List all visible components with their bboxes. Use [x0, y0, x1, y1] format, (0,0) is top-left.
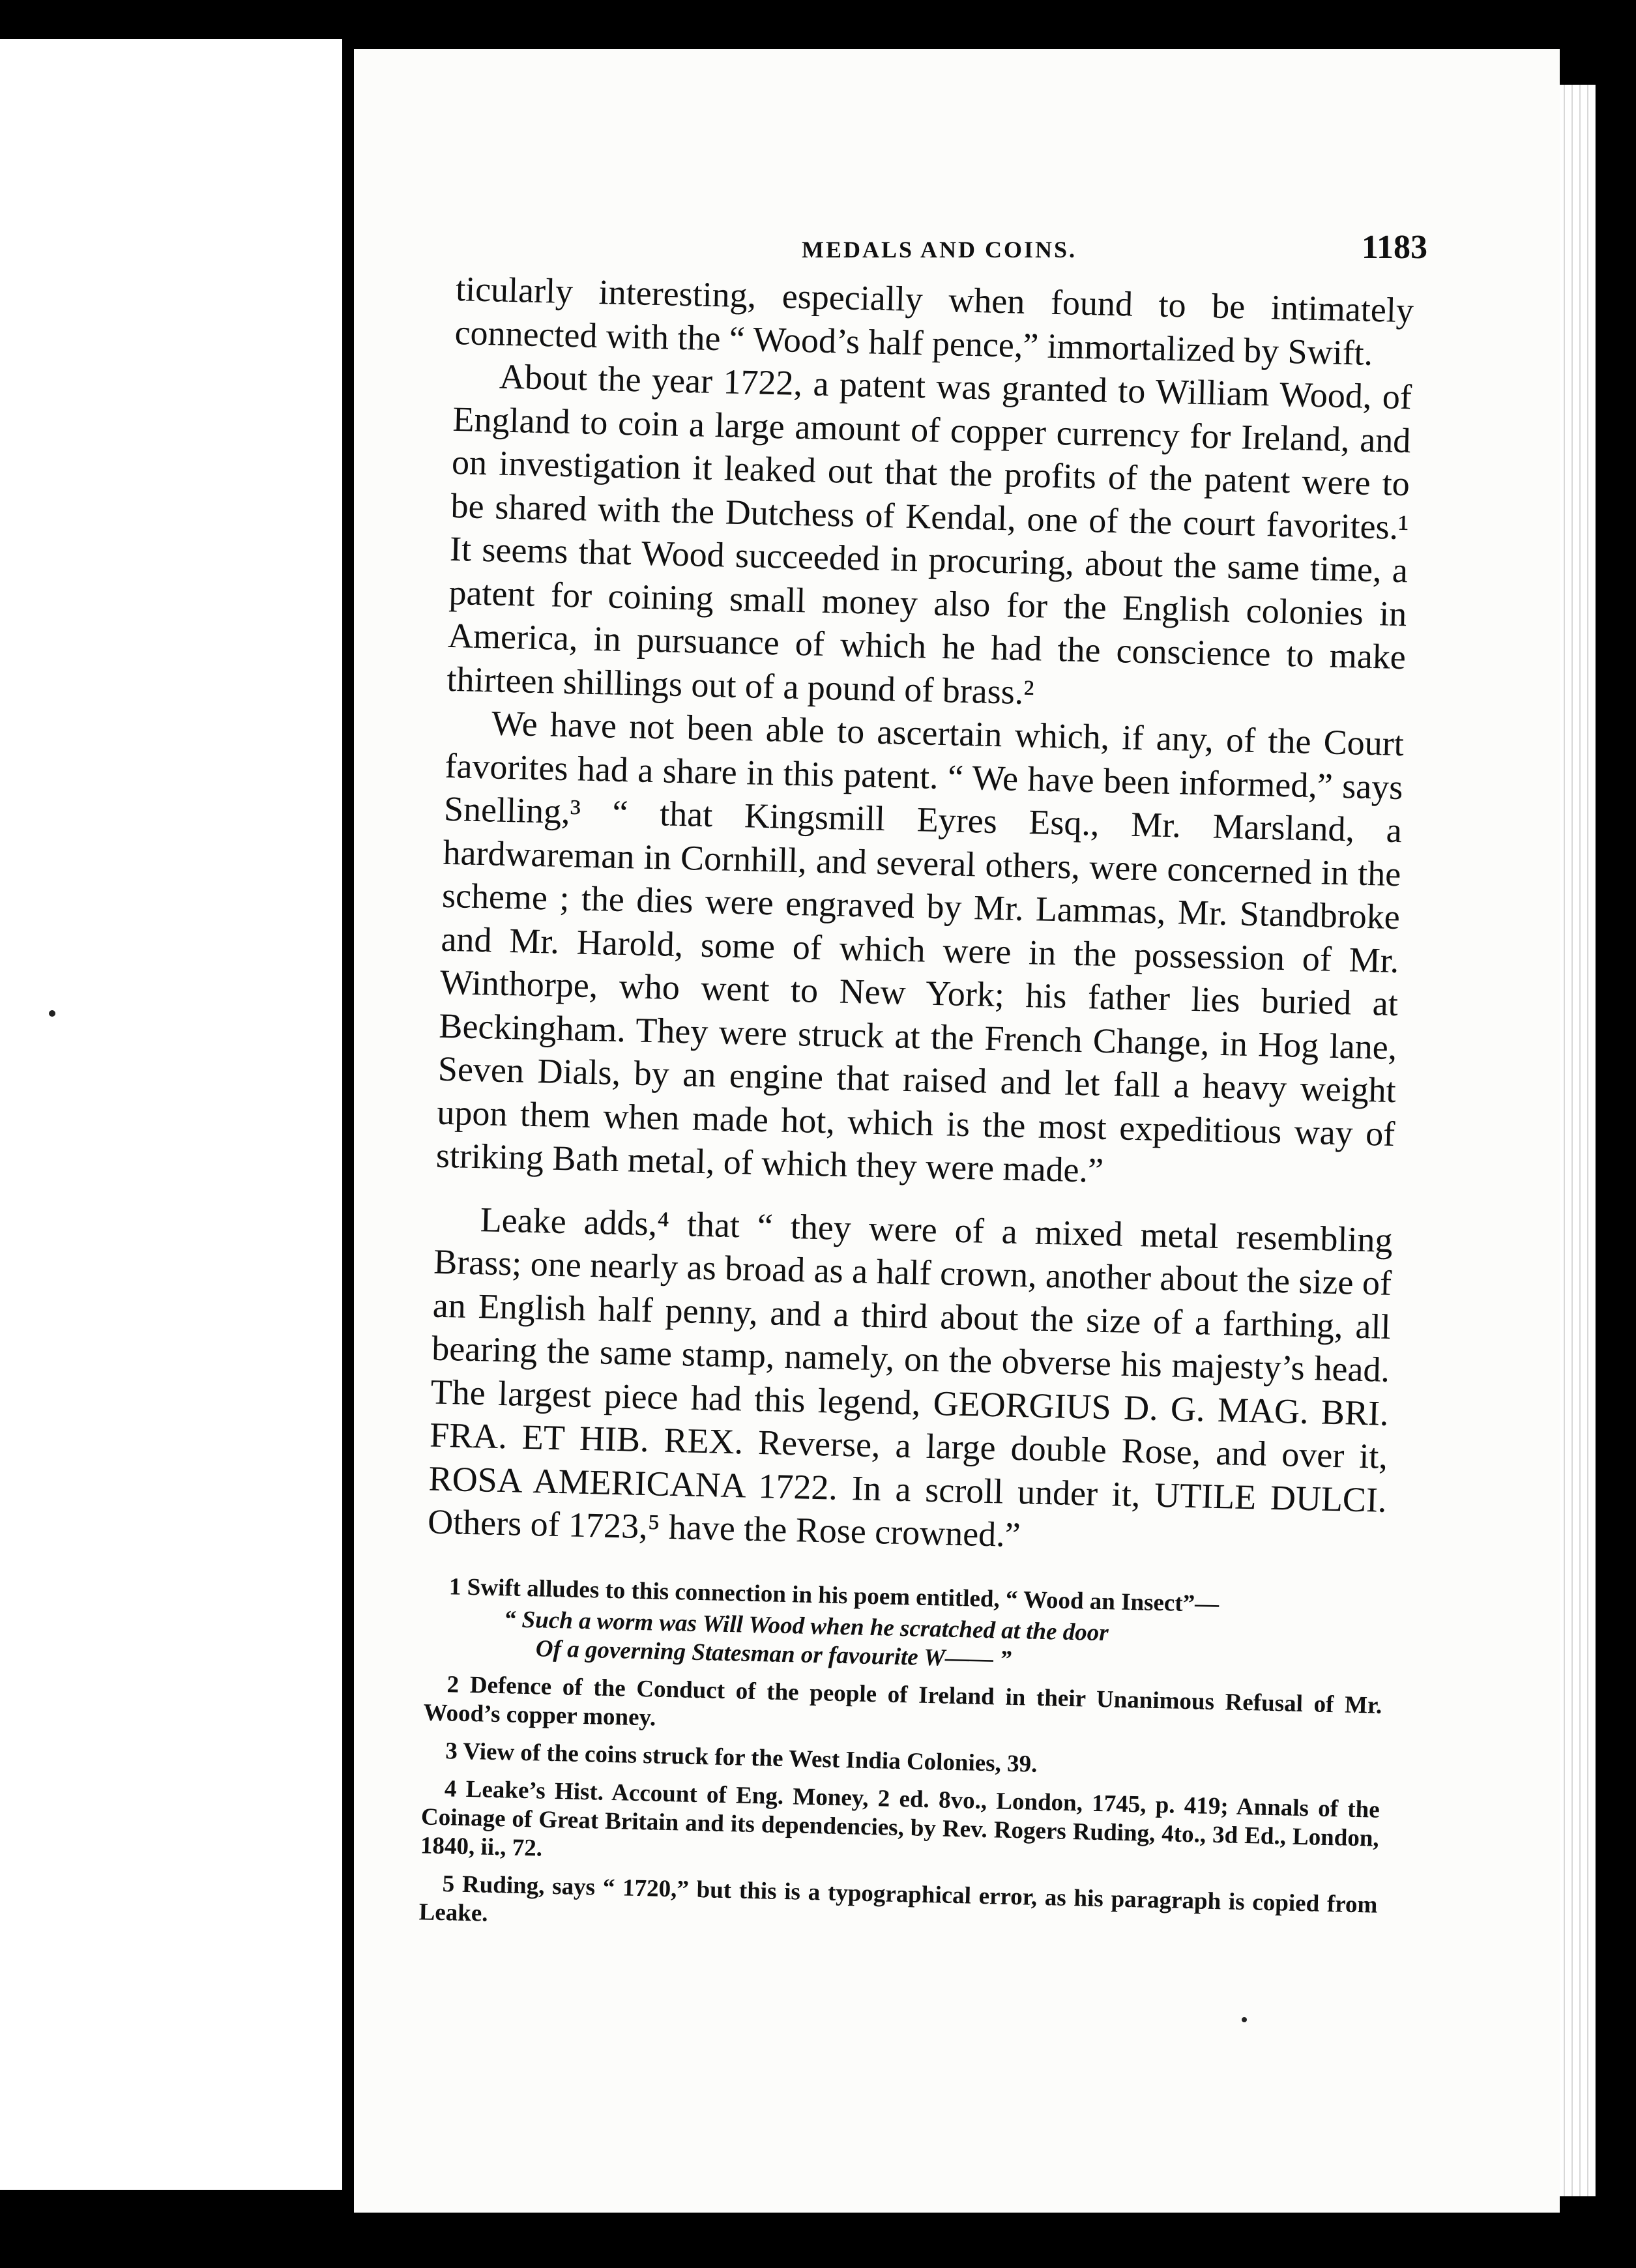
paragraph: About the year 1722, a patent was granted to William Wood, of England to coin a large amount of copper currency for Ireland, and on investigation it leaked out that the profits of the patent were to be shared with the Dutchess of Kendal, one of the court favorites.¹ It seems that Wood succeeded in procuring, about the same time, a patent for coining small money also for the English colonies in America, in pursuance of which he had the conscience to make thirteen shillings out of a pound of brass.²	[446, 356, 1412, 712]
book-gutter	[342, 39, 354, 2190]
footnotes	[418, 1572, 1384, 1948]
paragraph: We have not been able to ascertain which, if any, of the Court favorites had a share in this patent. “ We have been informed,” says Snelling,³ “ that Kingsmill Eyres Esq., Mr. Marsland, a hardwareman in Cornhill, and several others, were concerned in the scheme ; the dies were engraved by Mr. Lammas, Mr. Standbroke and Mr. Harold, some of which were in the possession of Mr. Winthorpe, who went to New York; his father lies buried at Beckingham. They were struck at the French Change, in Hog lane, Seven Dials, by an engine that raised and let fall a heavy weight upon them when made hot, which is the most expeditious way of striking Bath metal, of which they were made.”	[435, 703, 1405, 1190]
footnote-3: 3 View of the coins struck for the West India Colonies, 39.	[445, 1737, 1038, 1778]
paragraph: ticularly interesting, especially when found to be intimately connected with the “ Wood’s half pence,” immortalized by Swift.	[454, 269, 1414, 373]
footnote-1: 1 Swift alludes to this connection in his poem entitled, “ Wood an Insect”—	[448, 1573, 1220, 1618]
footnote-5: 5 Ruding, says “ 1720,” but this is a typographical error, as his paragraph is copied from Leake.	[418, 1870, 1378, 1927]
left-page-blank	[0, 39, 342, 2190]
scan-speck	[49, 1010, 55, 1017]
page-body	[418, 267, 1414, 1957]
running-title: MEDALS AND COINS.	[802, 237, 1077, 263]
scan-border	[1596, 85, 1636, 2268]
page-edges	[1560, 85, 1596, 2196]
page-number: 1183	[1361, 229, 1427, 266]
paragraph: Leake adds,⁴ that “ they were of a mixed metal resembling Brass; one nearly as broad as a half crown, another about the size of an English half penny, and a third about the size of a farthing, all bearing the same stamp, namely, on the obverse his majesty’s head. The largest piece had this legend, GEORGIUS D. G. MAG. BRI. FRA. ET HIB. REX. Reverse, a large double Rose, and over it, ROSA AMERICANA 1722. In a scroll under it, UTILE DULCI. Others of 1723,⁵ have the Rose crowned.”	[427, 1199, 1394, 1555]
footnote-1-verse: Of a governing Statesman or favourite W—— ”	[535, 1635, 1012, 1673]
footnote-2: 2 Defence of the Conduct of the people of Ireland in their Unanimous Refusal of Mr. Wood’s copper money.	[423, 1670, 1382, 1732]
footnote-4: 4 Leake’s Hist. Account of Eng. Money, 2 ed. 8vo., London, 1745, p. 419; Annals of the Coinage of Great Britain and its dependencies, by Rev. Rogers Ruding, 4to., 3d Ed., London, 1840, ii., 72.	[420, 1775, 1380, 1862]
footnote-1-verse: “ Such a worm was Will Wood when he scratched at the door	[503, 1605, 1109, 1646]
scan-speck	[1242, 2017, 1247, 2022]
running-header	[802, 228, 1427, 274]
